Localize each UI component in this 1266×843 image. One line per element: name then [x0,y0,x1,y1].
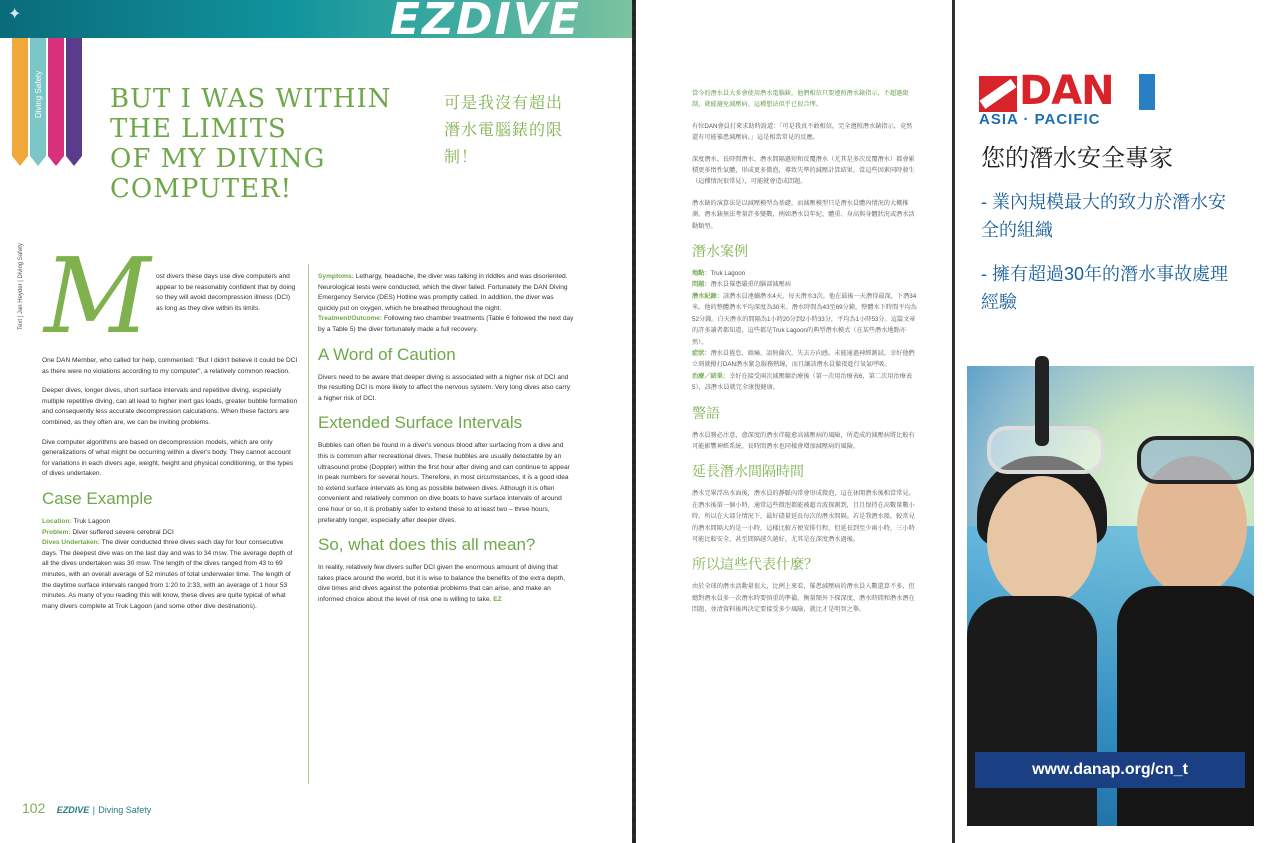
problem-line: Problem: Diver suffered severe cerebral DCI [42,528,174,536]
diver-wetsuit [1117,586,1254,826]
footer-section: Diving Safety [98,805,152,815]
footer-brand: EZDIVE [56,805,90,815]
diver-face [987,476,1097,606]
caution-heading-zh: 警語 [692,404,720,421]
symptoms-line: Symptoms: Lethargy, headache, the diver was talking in riddles and was disoriented. Neurological tests were conducted, which the diver failed. Fortunately the DAN Diving Emergency Service (DES) Hotline was promptly called. In addition, the diver was quickly put on oxygen, which he breathed throughout the night. Treatment/Outcome: Following two chamber treatments (Table 6 followed the next day by a Table 5) the diver fortunately made a full recovery. [318,273,574,333]
drop-cap: M [44,235,151,357]
column-divider [308,264,309,784]
paragraph: Dive computer algorithms are based on decompression models, which are only generalizations of what might be occurring within a diver's body. They cannot account for variations in each divers age, weight, height and physical conditioning, or the types of dives undertaken. [42,438,294,478]
left-column [42,356,298,612]
snorkel-icon [1035,356,1049,446]
dan-logo-sub: ASIA · PACIFIC [979,111,1101,128]
title-english: BUT I WAS WITHIN THE LIMITS OF MY DIVING COMPUTER! [110,84,392,204]
paragraph: One DAN Member, who called for help, commented: "But I didn't believe it could be DCI as there were no violations according to my computer", a relatively common reaction. [42,357,298,375]
dives-line: Dives Undertaken: The diver conducted three dives each day for four consecutive days. The deepest dive was on the last day and was to 34 msw. The average depth of all the dives undertaken was 30 msw. The length of the dives ranged from 43 to 69 minutes, with an overall average of 52 minutes of total underwater time. The length of the daytime surface intervals ranged from 1:20 to 2:33, with an average of 1 hour 53 minutes. As many of you reading this will know, these dives are quite typical of what many divers complete at Truk Lagoon (and some other dive destinations). [42,539,293,610]
meaning-heading: So, what does this all mean? [318,535,536,555]
ribbon-magenta [48,38,64,156]
ribbon-purple [66,38,82,156]
ad-bullet: - 擁有超過30年的潛水事故處理經驗 [981,264,1229,312]
page-number: 102 [22,800,46,816]
dan-flag-icon [979,76,1017,112]
header-banner [0,0,632,45]
side-credit: Text | Jan Heyder | Diving Safety [18,243,24,330]
ad-url-link[interactable]: www.danap.org/cn_t [975,752,1245,788]
location-line: Location: Truk Lagoon [42,517,111,525]
meaning-heading-zh: 所以這些代表什麼？ [692,556,818,573]
ad-bullet: - 業內規模最大的致力於潛水安全的組織 [981,192,1226,240]
ribbon-orange [12,38,28,156]
title-chinese: 可是我沒有超出 潛水電腦錶的限制！ [444,95,564,166]
diver-wetsuit [967,596,1097,826]
intervals-heading-zh: 延長潛水間隔時間 [692,463,804,480]
page-footer: 102 EZDIVE | Diving Safety [22,800,152,816]
end-mark: EZ [493,595,502,603]
dan-logo-mark [1139,74,1155,110]
caution-heading: A Word of Caution [318,344,456,364]
ad-panel [967,14,1254,826]
chinese-article: 當今的潛水員大多會使用潛水電腦錶，他們相信只要遵照潛水錶指示，不超過限制，就能避免減壓病。這種想法似乎已很合理。 有位DAN會員打來求助時說道：「可是我真不敢相信，完全遵照潛水錶指示，竟然還有可能罹患減壓病。」這是相當常見的反應。 深度潛水、長時間潛水、潛水間隔過短和反覆潛水（尤其是多次反覆潛水）都會累積更多惰性氣體，形成更多微泡，導致失準的減壓計算結果。當這些因素同時發生（這種情況很常見），可能就會造成問題。 潛水錶的演算法是以減壓模型為基礎，而減壓模型只是潛水員體內情況的大概推測。潛水錶無法考量許多變數，例如潛水員年紀、體重、身高與身體狀況或潛水活動類型。 潛水案例 地點：Truk Lagoon 問題：潛水員罹患嚴重的腦部減壓病 潛水紀錄：該潛水員連續潛水4天，每天潛水3次。他在最後一天潛得最深，下潛34米。他的整體潛水平均深度為30米。潛水時間為43至69分鐘，整體水下時間平均為52分鐘。白天潛水的間隔為1小時20分到2小時33分，平均為1小時53分。這篇文章的許多讀者都知道，這些都是Truk Lagoon的典型潛水模式（在某些潛水地點亦然）。 症狀：潛水員倦怠、頭痛、語無倫次，失去方向感。未能通過神經測試。幸好他們立刻就撥打DAN潛水緊急服務熱線，而且讓該潛水員徹夜進行氧氣呼吸。 治療／結果：幸好在接受兩次減壓艙治療後（第一次用治療表6，第二次用治療表5），該潛水員就完全康復健康。 警語 潛水員務必注意，愈深度的潛水伴隨愈高減壓病的風險，所造成的減壓病將比較有可能影響神經系統。長時間潛水也同樣會增加減壓病的風險。 延長潛水間隔時間 潛水完畢浮出水面後，潛水員的靜脈內常會形成微泡，這在休閒潛水後相當常見。在潛水後第一個小時，通常這些微泡都能被超音波探測到，且且保持在高數量數小時。所以在大部分情況下，最好儘量延長每次的潛水間隔。若是我潛水船，較常見的潛水間隔大約是一小時，這樣比較方便安排行程，但延長到至少兩小時，三小時可能比較安全，甚至間隔越久越好，尤其是在深度潛水過後。 所以這些代表什麼？ 由於全球的潛水活動量很大，比例上來看，罹患減壓病的潛水員人數還算不多，但總對潛水員多一次潛水時要慎重的準備。衡量額外下探深度、潛水時間和潛水潛在問題，並清資料後再決定要接受多少風險，就比才是明智之舉。 [692,90,917,614]
dan-logo-word: DAN [1019,68,1114,114]
dan-advertisement [955,0,1266,843]
case-heading: Case Example [42,488,153,508]
ad-headline: 您的潛水安全專家 [981,144,1173,172]
diving-mask-icon [1137,436,1254,484]
right-column: Symptoms: Lethargy, headache, the diver was talking in riddles and was disoriented. Neurological tests were conducted, which the diver failed. Fortunately the DAN Diving Emergency Service (DES) Hotline was promptly called. In addition, the diver was quickly put on oxygen, which he breathed throughout the night. Treatment/Outcome: Following two chamber treatments (Table 6 followed the next day by a Table 5) the diver fortunately made a full recovery. A Word of Caution Divers need to be aware that deeper diving is associated with a higher risk of DCI and the resulting DCI is more likely to affect the nervous system. Very long dives also carry a higher risk of DCI. Extended Surface Intervals Bubbles can often be found in a diver's venous blood after surfacing from a dive and this is common after recreational dives. These bubbles are usually detectable by an ultrasound probe (Doppler) within the first hour after diving and can continue to appear in peak numbers for several hours. Therefore, in most circumstances, it is a good idea to extend surface intervals as long as possible between dives. Although it is often convenient and relatively common on dive boats to have surface intervals of around one hour or so, it is probably safer to extend these to at least two – three hours, preferably longer, especially after deeper dives. So, what does this all mean? In reality, relatively few divers suffer DCI given the enormous amount of diving that takes place around the world, but it is wise to balance the benefits of the extra depth, dive times and dives against the potential problems that can arise, and make an informed choice about the level of risk one is willing to take. EZ [318,273,574,603]
ribbon-bookmarks [12,38,84,168]
intervals-heading: Extended Surface Intervals [318,413,523,433]
ezdive-logo: EZDIVE [390,0,581,45]
diver-icon: ✦ [8,6,22,23]
case-heading-zh: 潛水案例 [692,243,748,260]
paragraph: Deeper dives, longer dives, short surface intervals and repetitive diving, especially multiple repetitive diving, can all lead to higher inert gas loads, greater bubble formation and consequently less accurate decompression calculations. When these factors are combined, as they often are, we can be inviting problems. [42,387,298,426]
intro-paragraph: ost divers these days use dive computers and appear to be reasonably confident that by doing so they will avoid decompression illness (DCI) as long as they dive within its limits. [156,273,296,312]
right-page [636,0,952,843]
page-divider [633,0,635,843]
left-page [0,0,632,843]
ribbon-label: Diving Safety [34,70,43,118]
